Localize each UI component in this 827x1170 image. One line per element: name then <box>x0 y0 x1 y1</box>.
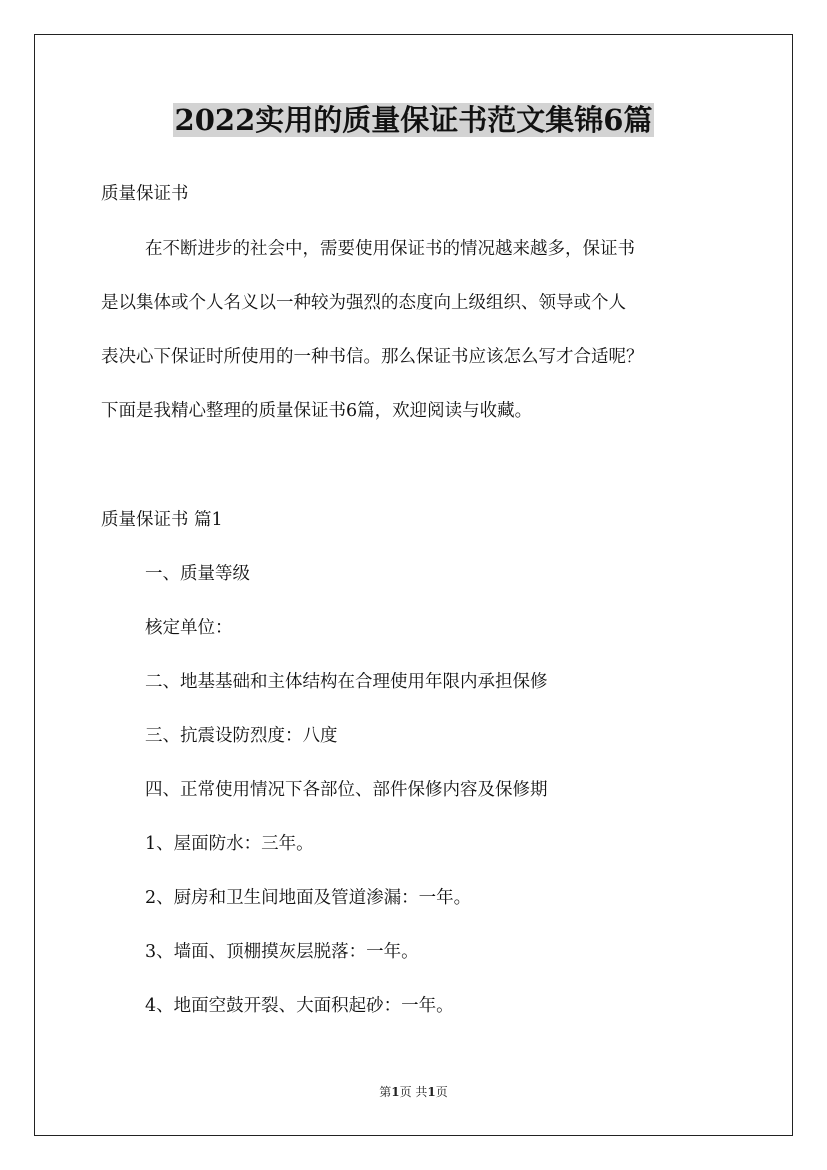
intro-line-3: 表决心下保证时所使用的一种书信。那么保证书应该怎么写才合适呢？ <box>101 347 644 367</box>
section-item: 2、厨房和卫生间地面及管道渗漏：一年。 <box>145 888 472 908</box>
section-item: 二、地基基础和主体结构在合理使用年限内承担保修 <box>145 672 548 692</box>
section-item: 四、正常使用情况下各部位、部件保修内容及保修期 <box>145 780 548 800</box>
section-heading: 质量保证书 篇1 <box>101 510 223 530</box>
section-item: 一、质量等级 <box>145 564 250 584</box>
intro-heading: 质量保证书 <box>101 184 189 204</box>
footer-prefix: 第 <box>379 1085 392 1099</box>
footer-page-number: 1 <box>391 1085 400 1099</box>
footer-mid: 页 共 <box>399 1085 428 1099</box>
intro-line-1: 在不断进步的社会中，需要使用保证书的情况越来越多，保证书 <box>145 239 635 259</box>
document-title <box>0 100 827 140</box>
footer-total-pages: 1 <box>427 1085 436 1099</box>
section-item: 3、墙面、顶棚摸灰层脱落：一年。 <box>145 942 419 962</box>
section-item: 4、地面空鼓开裂、大面积起砂：一年。 <box>145 996 454 1016</box>
intro-line-4: 下面是我精心整理的质量保证书6篇，欢迎阅读与收藏。 <box>101 401 533 421</box>
intro-line-2: 是以集体或个人名义以一种较为强烈的态度向上级组织、领导或个人 <box>101 293 626 313</box>
footer-suffix: 页 <box>435 1085 448 1099</box>
section-item: 核定单位： <box>145 618 233 638</box>
section-item: 三、抗震设防烈度：八度 <box>145 726 338 746</box>
section-item: 1、屋面防水：三年。 <box>145 834 314 854</box>
document-title-text: 2022实用的质量保证书范文集锦6篇 <box>174 103 653 137</box>
page-footer <box>0 1084 827 1100</box>
